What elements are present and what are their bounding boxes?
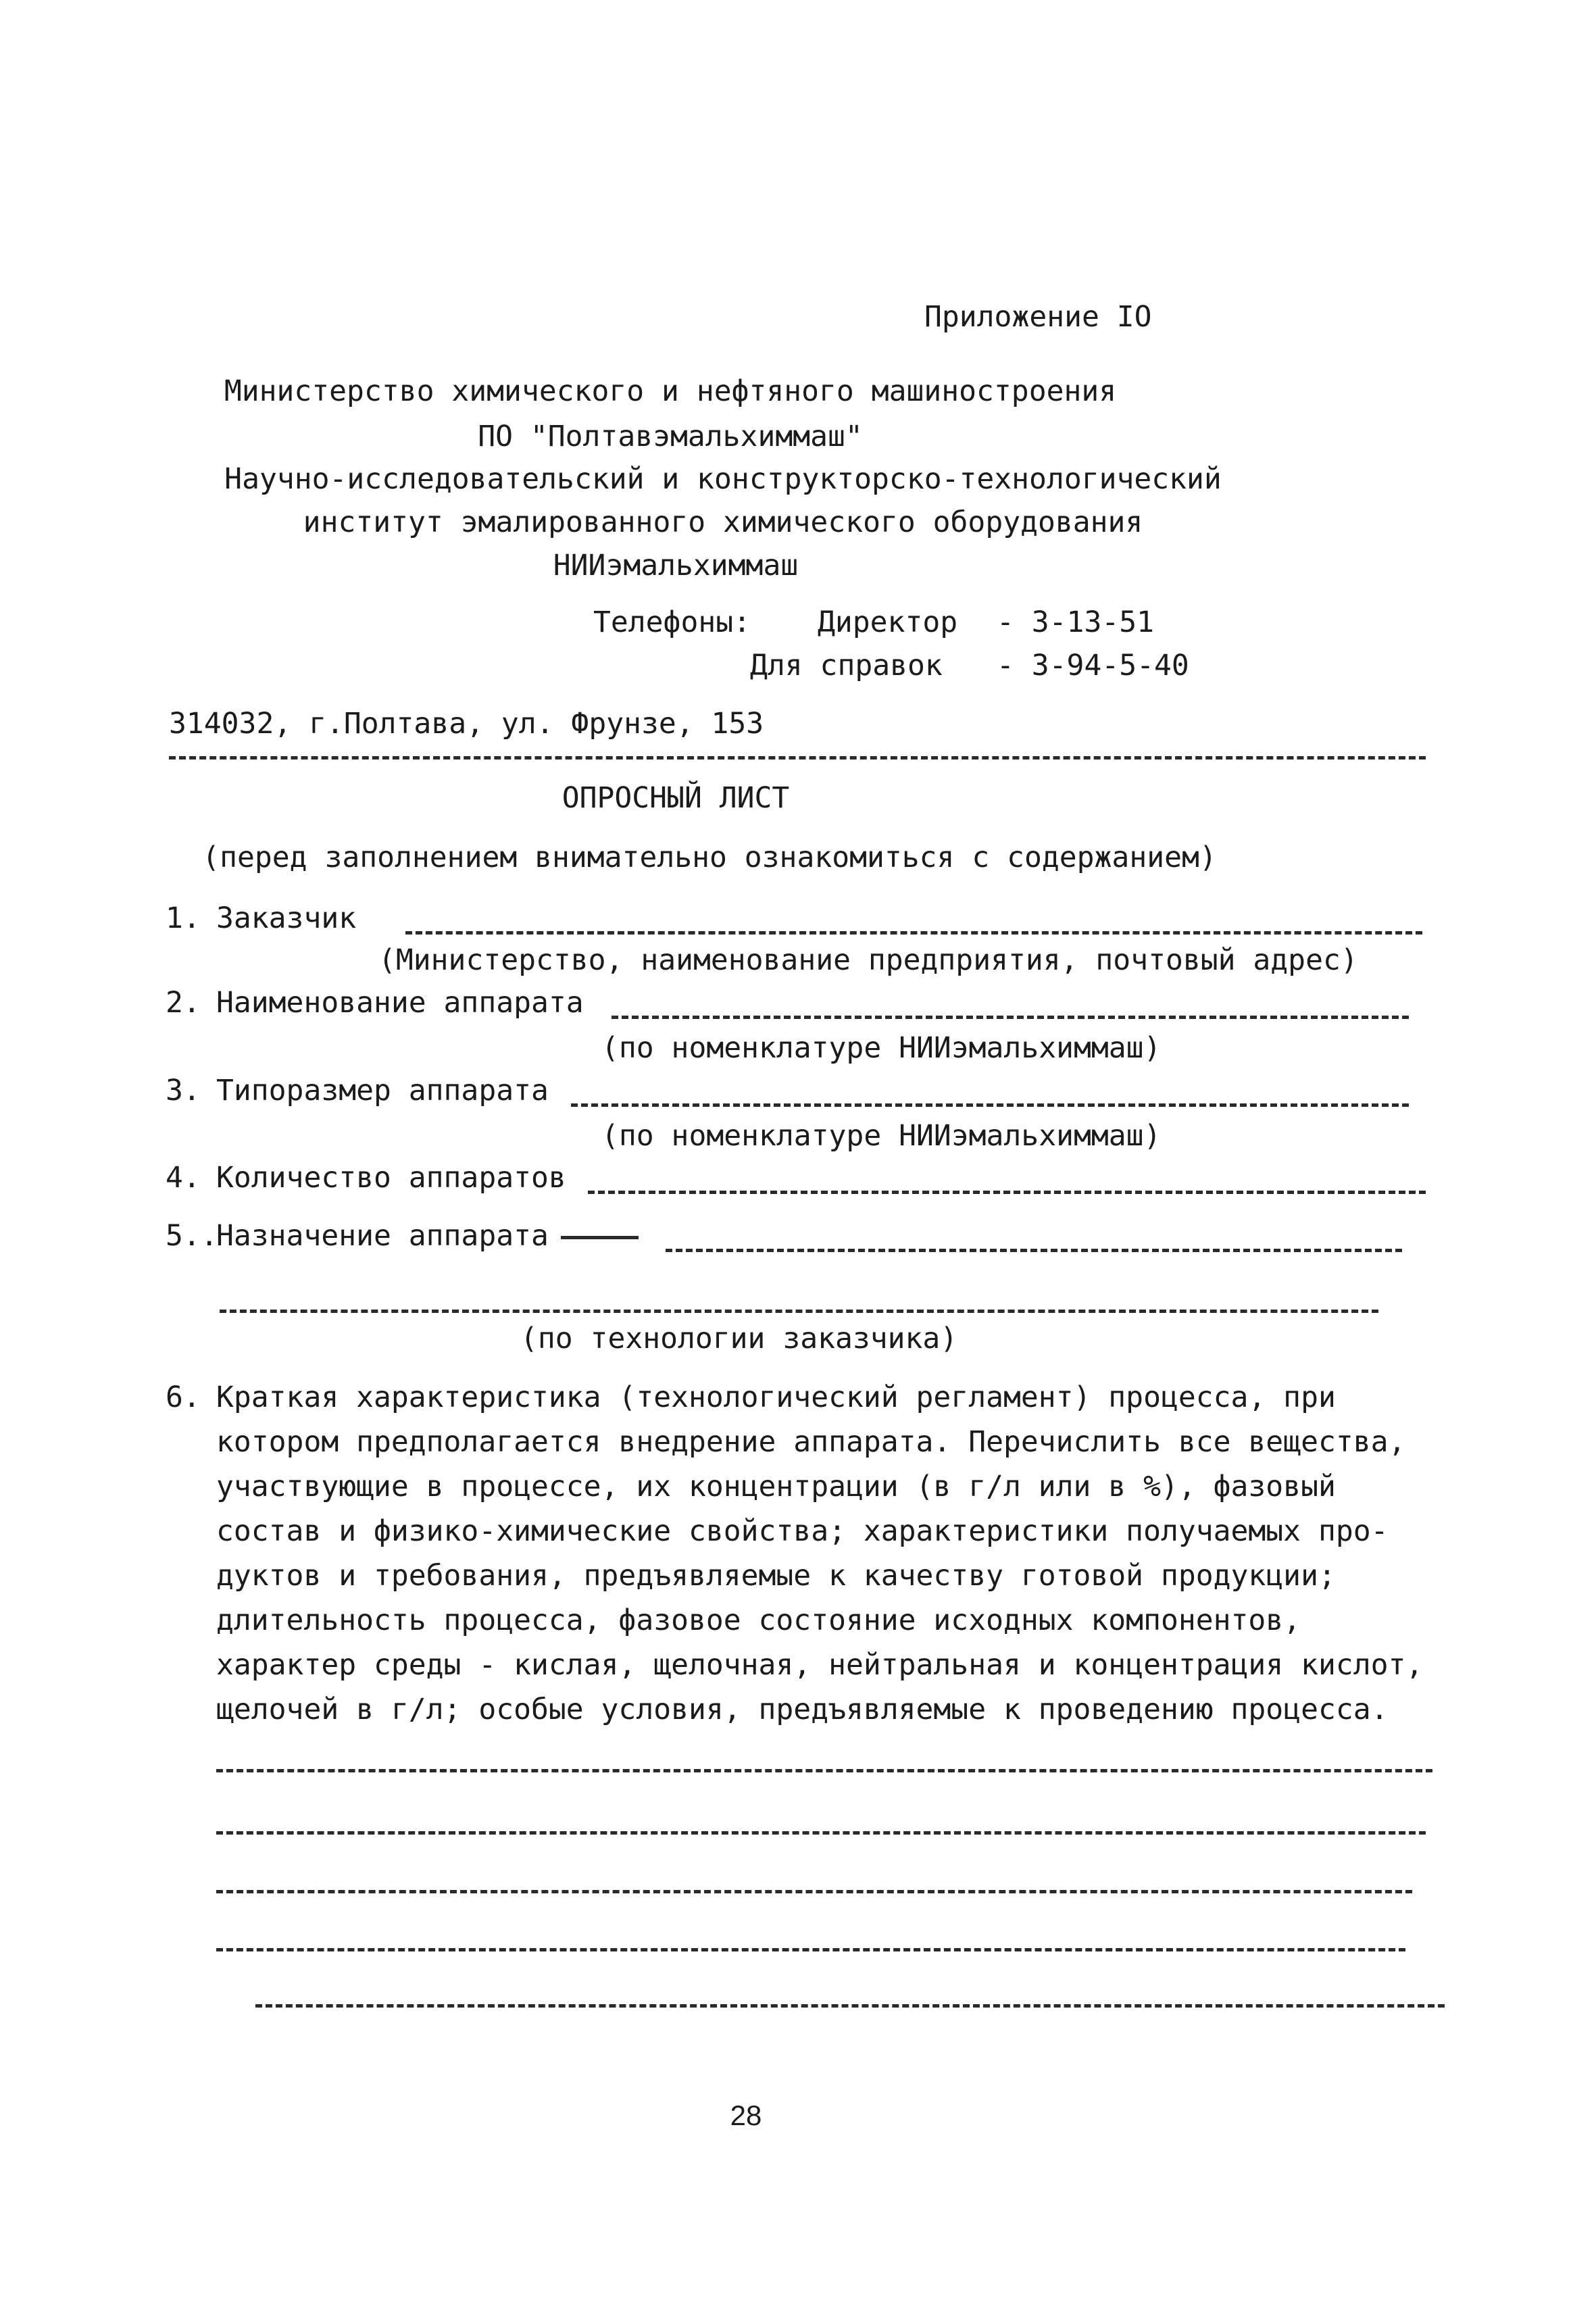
answer-line[interactable] (216, 1890, 1412, 1893)
answer-line[interactable] (216, 1948, 1405, 1951)
answer-line[interactable] (216, 1831, 1426, 1835)
item-2-hint: (по номенклатуре НИИэмальхиммаш) (601, 1031, 1162, 1065)
item-6-number: 6. (166, 1380, 201, 1414)
item-5-number: 5.. (166, 1219, 218, 1253)
item-6-line: участвующие в процессе, их концентрации (в г/л или в %), фазовый (216, 1470, 1336, 1503)
item-3-number: 3. (166, 1074, 201, 1107)
page-number: 28 (730, 2099, 762, 2131)
item-5-solid-line (561, 1236, 639, 1239)
item-2-label: Наименование аппарата (216, 986, 584, 1020)
phones-label: Телефоны: (593, 605, 751, 639)
form-title: ОПРОСНЫЙ ЛИСТ (562, 781, 790, 815)
ministry-name: Министерство химического и нефтяного машиностроения (224, 374, 1117, 408)
item-3 (166, 1076, 549, 1105)
institute-name-line2: институт эмалированного химического оборудования (303, 505, 1143, 539)
item-4 (166, 1161, 566, 1195)
answer-line[interactable] (255, 2004, 1445, 2008)
director-label: Директор (818, 605, 958, 639)
item-5 (166, 1219, 639, 1253)
institute-abbreviation: НИИэмальхиммаш (553, 549, 799, 582)
info-label: Для справок (750, 649, 943, 682)
item-3-hint: (по номенклатуре НИИэмальхиммаш) (601, 1119, 1162, 1153)
form-instruction: (перед заполнением внимательно ознакомиться с содержанием) (202, 841, 1217, 874)
item-1-hint: (Министерство, наименование предприятия, почтовый адрес) (378, 943, 1358, 977)
item-6-line: котором предполагается внедрение аппарата. Перечислить все вещества, (216, 1425, 1406, 1459)
answer-line[interactable] (216, 1769, 1432, 1772)
item-6-line: длительность процесса, фазовое состояние исходных компонентов, (216, 1603, 1301, 1637)
association-name: ПО "Полтавэмальхиммаш" (478, 420, 863, 453)
appendix-label: Приложение IO (924, 300, 1152, 334)
item-6-line: Краткая характеристика (технологический регламент) процесса, при (216, 1380, 1336, 1414)
address: 314032, г.Полтава, ул. Фрунзе, 153 (169, 707, 764, 741)
item-1-fill-line[interactable] (405, 931, 1422, 935)
info-phone: - 3-94-5-40 (997, 649, 1189, 682)
item-5-hint: (по технологии заказчика) (520, 1322, 958, 1355)
item-6-line: дуктов и требования, предъявляемые к качеству готовой продукции; (216, 1559, 1336, 1593)
institute-name-line1: Научно-исследовательский и конструкторско-технологический (224, 462, 1222, 496)
item-1-number: 1. (166, 901, 201, 935)
item-1-label: Заказчик (216, 901, 357, 935)
item-1 (166, 901, 357, 935)
item-4-fill-line[interactable] (588, 1191, 1426, 1194)
item-5-fill-line-2[interactable] (220, 1310, 1378, 1313)
item-6-text (216, 1375, 1453, 1732)
item-5-fill-line[interactable] (666, 1249, 1402, 1252)
item-4-label: Количество аппаратов (216, 1161, 566, 1195)
item-3-fill-line[interactable] (571, 1103, 1409, 1107)
item-6-line: состав и физико-химические свойства; характеристики получаемых про- (216, 1514, 1389, 1548)
header-separator (169, 756, 1426, 760)
item-5-label: Назначение аппарата (216, 1219, 549, 1253)
item-4-number: 4. (166, 1161, 201, 1195)
item-6-line: щелочей в г/л; особые условия, предъявляемые к проведению процесса. (216, 1693, 1389, 1726)
director-phone: - 3-13-51 (997, 605, 1154, 639)
item-6-line: характер среды - кислая, щелочная, нейтральная и концентрация кислот, (216, 1648, 1424, 1682)
item-2 (166, 986, 584, 1020)
item-2-fill-line[interactable] (612, 1016, 1409, 1019)
item-3-label: Типоразмер аппарата (216, 1074, 549, 1107)
item-2-number: 2. (166, 986, 201, 1020)
